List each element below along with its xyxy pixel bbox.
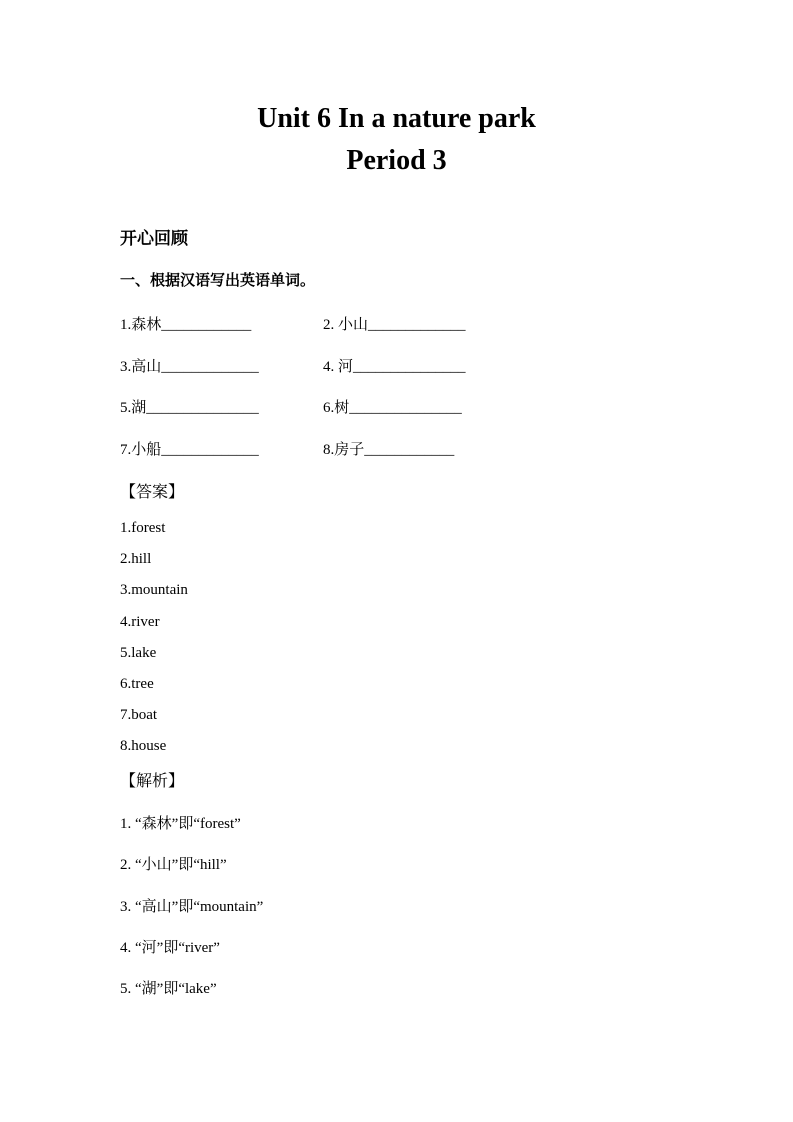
answer-item-5: 5.lake	[120, 644, 157, 661]
analysis-item-2: 2. “小山”即“hill”	[120, 857, 227, 874]
analysis-heading: 【解析】	[120, 773, 185, 790]
analysis-item-5: 5. “湖”即“lake”	[120, 981, 217, 998]
answer-item-4: 4.river	[120, 613, 160, 630]
answer-item-8: 8.house	[120, 738, 167, 755]
document-title: Unit 6 In a nature park	[257, 103, 536, 134]
exercise-heading: 一、根据汉语写出英语单词。	[120, 272, 316, 289]
fill-item-7: 7.小船_____________	[120, 441, 259, 458]
answer-item-3: 3.mountain	[120, 582, 188, 599]
fill-item-3: 3.高山_____________	[120, 358, 259, 375]
analysis-list	[120, 804, 263, 1010]
fill-item-4: 4. 河_______________	[323, 358, 466, 375]
document-subtitle: Period 3	[346, 145, 447, 176]
fill-item-1: 1.森林____________	[120, 317, 252, 333]
fill-item-8: 8.房子____________	[323, 441, 455, 458]
analysis-item-4: 4. “河”即“river”	[120, 939, 220, 956]
answer-item-6: 6.tree	[120, 676, 154, 693]
analysis-item-3: 3. “高山”即“mountain”	[120, 898, 264, 915]
answer-item-1: 1.forest	[120, 520, 166, 536]
answer-item-7: 7.boat	[120, 707, 158, 724]
answers-list	[120, 513, 188, 763]
fill-item-6: 6.树_______________	[323, 400, 462, 417]
analysis-item-1: 1. “森林”即“forest”	[120, 816, 241, 832]
title-block	[0, 98, 793, 182]
fill-item-2: 2. 小山_____________	[323, 317, 466, 333]
answers-heading: 【答案】	[120, 484, 185, 501]
fill-item-5: 5.湖_______________	[120, 400, 259, 417]
fill-in-grid	[120, 315, 673, 481]
answer-item-2: 2.hill	[120, 551, 152, 568]
section-heading: 开心回顾	[120, 229, 188, 248]
